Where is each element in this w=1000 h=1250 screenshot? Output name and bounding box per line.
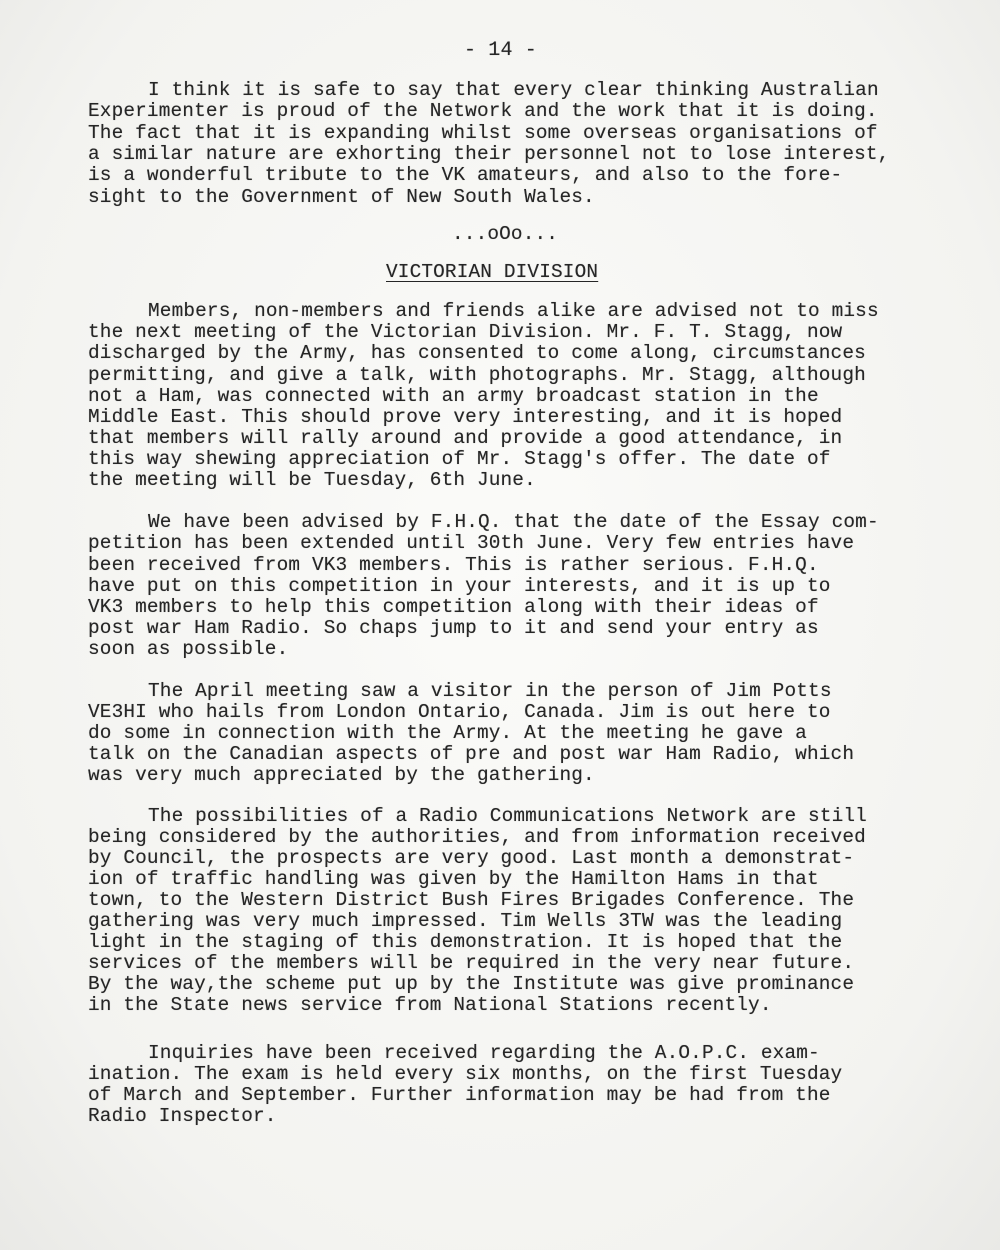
paragraph-2-line: permitting, and give a talk, with photographs. Mr. Stagg, although <box>88 364 866 386</box>
paragraph-3-line: have put on this competition in your interests, and it is up to <box>88 575 831 597</box>
paragraph-1-line: The fact that it is expanding whilst some overseas organisations of <box>88 122 878 144</box>
paragraph-5-line: By the way,the scheme put up by the Institute was give prominance <box>88 973 855 995</box>
paragraph-5-line: in the State news service from National Stations recently. <box>88 994 772 1016</box>
paragraph-4-line: The April meeting saw a visitor in the person of Jim Potts <box>148 680 832 702</box>
paragraph-3-line: been received from VK3 members. This is rather serious. F.H.Q. <box>88 554 819 576</box>
paragraph-5-line: services of the members will be required in the very near future. <box>88 952 855 974</box>
paragraph-2-line: this way shewing appreciation of Mr. Stagg's offer. The date of <box>88 448 831 470</box>
page-number: - 14 - <box>464 39 537 62</box>
paragraph-3-line: post war Ham Radio. So chaps jump to it and send your entry as <box>88 617 819 639</box>
paragraph-6-line: ination. The exam is held every six months, on the first Tuesday <box>88 1063 843 1085</box>
paragraph-3-line: petition has been extended until 30th June. Very few entries have <box>88 532 855 554</box>
paragraph-6-line: of March and September. Further information may be had from the <box>88 1084 831 1106</box>
paragraph-3-line: soon as possible. <box>88 638 289 660</box>
paragraph-5-line: gathering was very much impressed. Tim Wells 3TW was the leading <box>88 910 843 932</box>
paragraph-1-line: a similar nature are exhorting their personnel not to lose interest, <box>88 143 890 165</box>
paragraph-4-line: was very much appreciated by the gathering. <box>88 764 595 786</box>
paragraph-2-line: Middle East. This should prove very interesting, and it is hoped <box>88 406 843 428</box>
paragraph-4-line: VE3HI who hails from London Ontario, Canada. Jim is out here to <box>88 701 831 723</box>
paragraph-5-line: by Council, the prospects are very good. Last month a demonstrat- <box>88 847 855 869</box>
section-separator: ...oOo... <box>452 223 559 245</box>
paragraph-5-line: ion of traffic handling was given by the Hamilton Hams in that <box>88 868 819 890</box>
paragraph-2-line: the next meeting of the Victorian Division. Mr. F. T. Stagg, now <box>88 321 843 343</box>
paragraph-5-line: being considered by the authorities, and from information received <box>88 826 866 848</box>
paragraph-6-line: Inquiries have been received regarding the A.O.P.C. exam- <box>148 1042 820 1064</box>
paragraph-4-line: talk on the Canadian aspects of pre and post war Ham Radio, which <box>88 743 855 765</box>
paragraph-1-line: sight to the Government of New South Wales. <box>88 186 595 208</box>
paragraph-4-line: do some in connection with the Army. At the meeting he gave a <box>88 722 807 744</box>
paragraph-1-line: Experimenter is proud of the Network and the work that it is doing. <box>88 100 878 122</box>
paragraph-5-line: town, to the Western District Bush Fires Brigades Conference. The <box>88 889 855 911</box>
paragraph-2-line: Members, non-members and friends alike are advised not to miss <box>148 300 879 322</box>
paragraph-5-line: light in the staging of this demonstration. It is hoped that the <box>88 931 843 953</box>
paragraph-1-line: I think it is safe to say that every clear thinking Australian <box>148 79 879 101</box>
paragraph-3-line: VK3 members to help this competition along with their ideas of <box>88 596 819 618</box>
paragraph-2-line: discharged by the Army, has consented to come along, circumstances <box>88 342 866 364</box>
paragraph-2-line: the meeting will be Tuesday, 6th June. <box>88 469 536 491</box>
section-heading: VICTORIAN DIVISION <box>386 261 599 283</box>
paragraph-3-line: We have been advised by F.H.Q. that the date of the Essay com- <box>148 511 879 533</box>
paragraph-2-line: that members will rally around and provide a good attendance, in <box>88 427 843 449</box>
paragraph-1-line: is a wonderful tribute to the VK amateurs, and also to the fore- <box>88 164 843 186</box>
paragraph-2-line: not a Ham, was connected with an army broadcast station in the <box>88 385 819 407</box>
paragraph-6-line: Radio Inspector. <box>88 1105 277 1127</box>
paragraph-5-line: The possibilities of a Radio Communications Network are still <box>148 805 867 827</box>
